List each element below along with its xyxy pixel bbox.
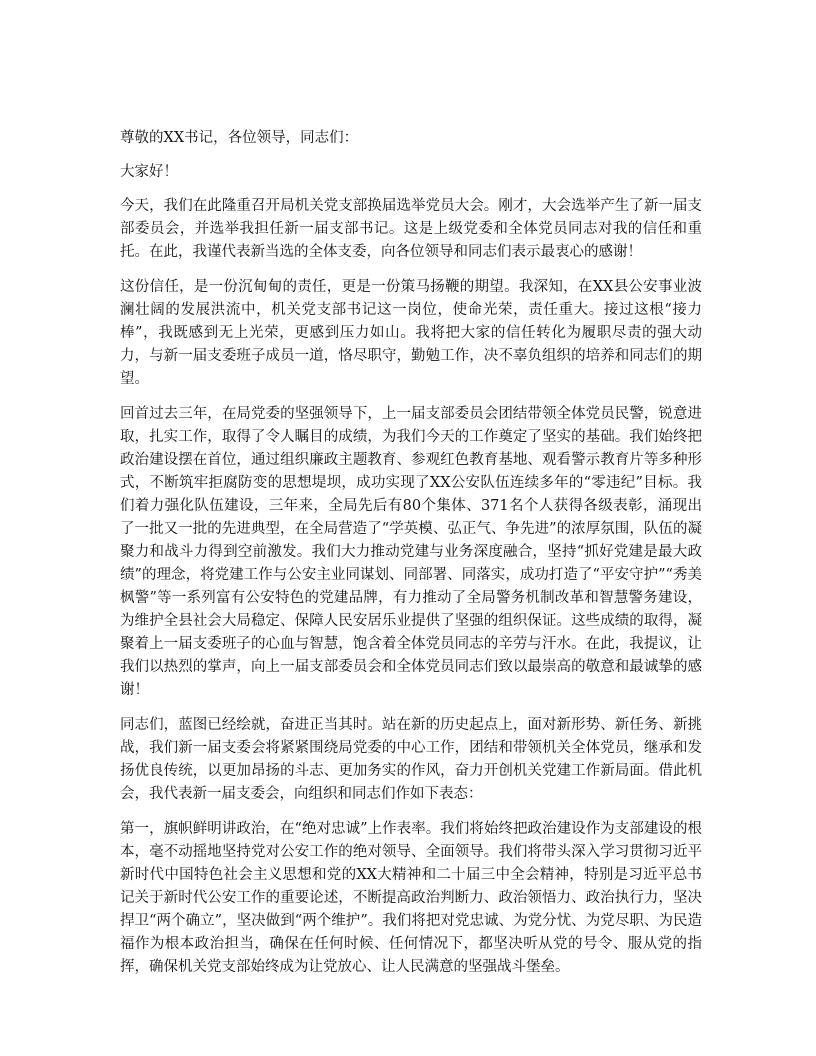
document-body [120,127,702,991]
paragraph-first-pledge: 第一，旗帜鲜明讲政治，在“绝对忠诚”上作表率。我们将始终把政治建设作为支部建设的根本，毫不动摇地坚持党对公安工作的绝对领导、全面领导。我们将带头深入学习贯彻习近平新时代中国特色社会主义思想和党的XX大精神和二十届三中全会精神，特别是习近平总书记关于新时代公安工作的重要论述，不断提高政治判断力、政治领悟力、政治执行力，坚决捍卫“两个确立”，坚决做到“两个维护”。我们将把对党忠诚、为党分忧、为党尽职、为民造福作为根本政治担当，确保在任何时候、任何情况下，都坚决听从党的号令、服从党的指挥，确保机关党支部始终成为让党放心、让人民满意的坚强战斗堡垒。 [120,821,702,975]
paragraph-trust: 这份信任，是一份沉甸甸的责任，更是一份策马扬鞭的期望。我深知，在XX县公安事业波澜壮阔的发展洪流中，机关党支部书记这一岗位，使命光荣，责任重大。接过这根“接力棒”，我既感到无上光荣，更感到压力如山。我将把大家的信任转化为履职尽责的强大动力，与新一届支委班子成员一道，恪尽职守，勤勉工作，决不辜负组织的培养和同志们的期望。 [120,279,702,387]
salutation: 尊敬的XX书记，各位领导，同志们： [120,130,359,146]
paragraph-opening: 今天，我们在此隆重召开局机关党支部换届选举党员大会。刚才，大会选举产生了新一届支部委员会，并选举我担任新一届支部书记。这是上级党委和全体党员同志对我的信任和重托。在此，我谨代表新当选的全体支委，向各位领导和同志们表示最衷心的感谢！ [120,198,702,260]
paragraph-review: 回首过去三年，在局党委的坚强领导下，上一届支部委员会团结带领全体党员民警，锐意进取，扎实工作，取得了令人瞩目的成绩，为我们今天的工作奠定了坚实的基础。我们始终把政治建设摆在首位，通过组织廉政主题教育、参观红色教育基地、观看警示教育片等多种形式，不断筑牢拒腐防变的思想堤坝，成功实现了XX公安队伍连续多年的“零违纪”目标。我们着力强化队伍建设，三年来，全局先后有80个集体、371名个人获得各级表彰，涌现出了一批又一批的先进典型，在全局营造了“学英模、弘正气、争先进”的浓厚氛围，队伍的凝聚力和战斗力得到空前激发。我们大力推动党建与业务深度融合，坚持“抓好党建是最大政绩”的理念，将党建工作与公安主业同谋划、同部署、同落实，成功打造了“平安守护”“秀美枫警”等一系列富有公安特色的党建品牌，有力推动了全局警务机制改革和智慧警务建设，为维护全县社会大局稳定、保障人民安居乐业提供了坚强的组织保证。这些成绩的取得，凝聚着上一届支委班子的心血与智慧，饱含着全体党员同志的辛劳与汗水。在此，我提议，让我们以热烈的掌声，向上一届支部委员会和全体党员同志们致以最崇高的敬意和最诚挚的感谢！ [120,406,702,698]
paragraph-outlook: 同志们，蓝图已经绘就，奋进正当其时。站在新的历史起点上，面对新形势、新任务、新挑战，我们新一届支委会将紧紧围绕局党委的中心工作，团结和带领机关全体党员，继承和发扬优良传统，以更加昂扬的斗志、更加务实的作风，奋力开创机关党建工作新局面。借此机会，我代表新一届支委会，向组织和同志们作如下表态： [120,717,702,802]
greeting: 大家好！ [120,164,178,180]
